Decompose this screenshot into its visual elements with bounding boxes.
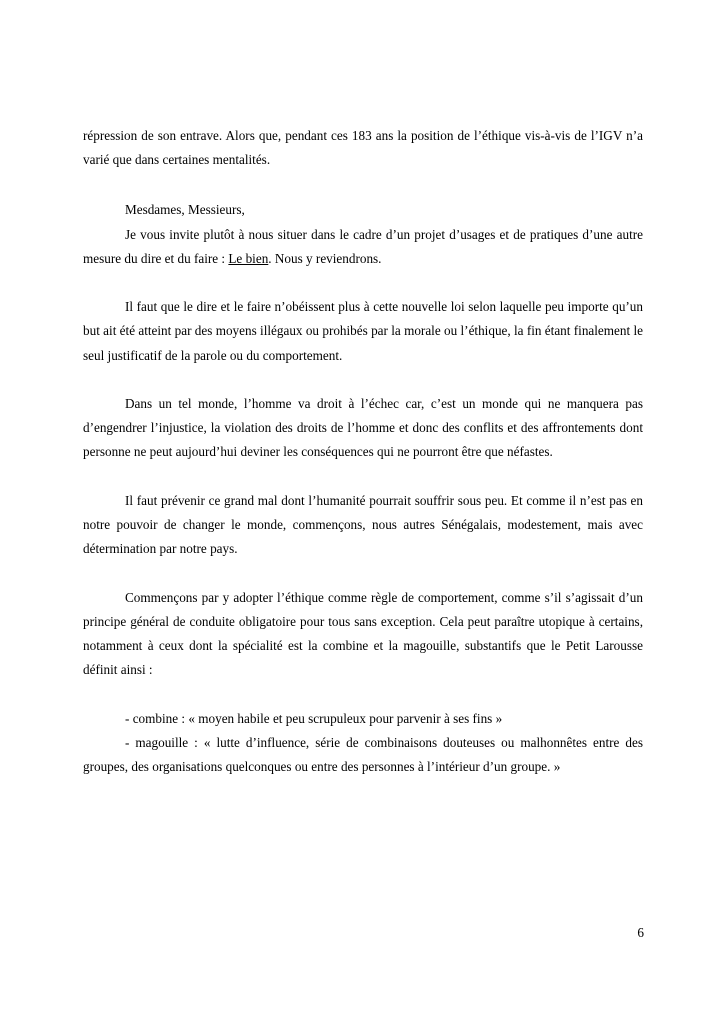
- definition-magouille: - magouille : « lutte d’influence, série de combinaisons douteuses ou malhonnêtes entre des groupes, des organisations quelconques ou entre des personnes à l’intérieur d’un groupe. »: [83, 734, 643, 774]
- definition-combine: - combine : « moyen habile et peu scrupuleux pour parvenir à ses fins »: [125, 710, 503, 726]
- paragraph-failure: Dans un tel monde, l’homme va droit à l’échec car, c’est un monde qui ne manquera pas d’engendrer l’injustice, la violation des droits de l’homme et donc des conflits et des affrontements dont personne ne peut aujourd’hui deviner les conséquences qui ne pourront être que néfastes.: [83, 396, 643, 460]
- page-number: 6: [637, 925, 644, 940]
- paragraph-continuation: répression de son entrave. Alors que, pendant ces 183 ans la position de l’éthique vis-à-vis de l’IGV n’a varié que dans certaines mentalités.: [83, 128, 643, 168]
- paragraph-invitation: [83, 223, 643, 271]
- paragraph-ethics-rule: Commençons par y adopter l’éthique comme règle de comportement, comme s’il s’agissait d’un principe général de conduite obligatoire pour tous sans exception. Cela peut paraître utopique à certains, notamment à ceux dont la spécialité est la combine et la magouille, substantifs que le Petit Larousse définit ainsi :: [83, 589, 643, 678]
- paragraph-salutation: Mesdames, Messieurs,: [125, 202, 245, 218]
- paragraph-prevention: Il faut prévenir ce grand mal dont l’humanité pourrait souffrir sous peu. Et comme il n’est pas en notre pouvoir de changer le monde, commençons, nous autres Sénégalais, modestement, mais avec détermination par notre pays.: [83, 492, 643, 557]
- invitation-end: . Nous y reviendrons.: [268, 250, 382, 266]
- le-bien-underlined: Le bien: [228, 250, 269, 266]
- document-body: [83, 124, 643, 779]
- paragraph-new-law: Il faut que le dire et le faire n’obéissent plus à cette nouvelle loi selon laquelle peu importe qu’un but ait été atteint par des moyens illégaux ou prohibés par la morale ou l’éthique, la fin étant finalement le seul justificatif de la parole ou du comportement.: [83, 299, 643, 363]
- invitation-text: Je vous invite plutôt à nous situer dans le cadre d’un projet d’usages et de pratiques d’une autre mesure du dire et du faire :: [83, 226, 643, 266]
